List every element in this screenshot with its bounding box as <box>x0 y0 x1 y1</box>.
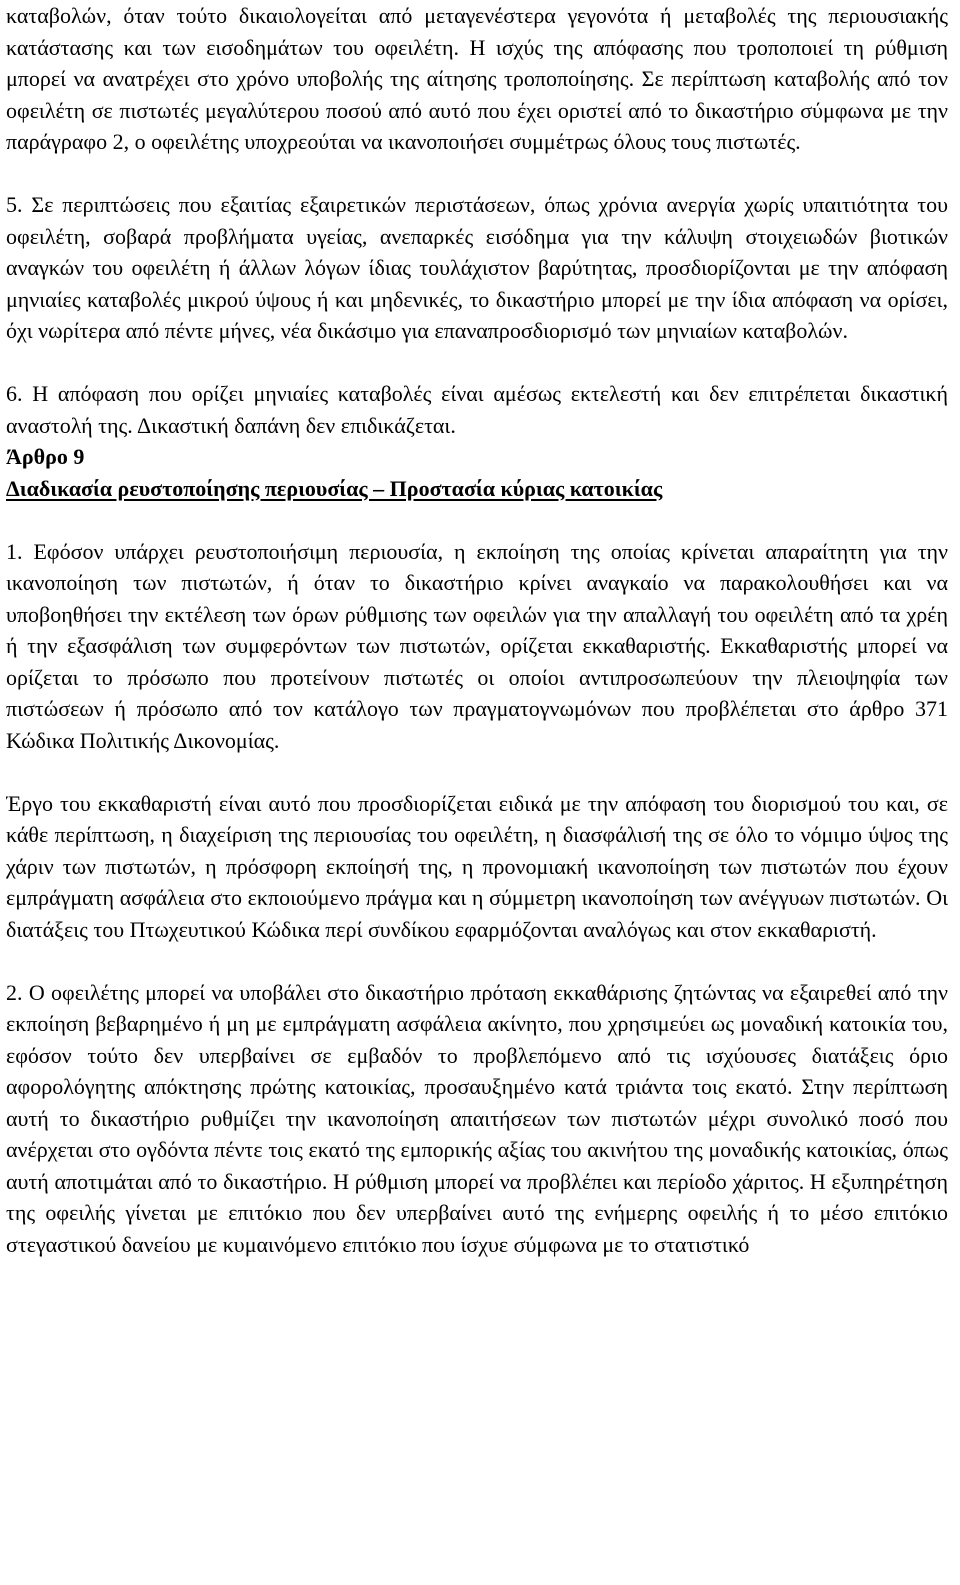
article-subtitle: Διαδικασία ρευστοποίησης περιουσίας – Προστασία κύριας κατοικίας <box>6 475 663 501</box>
paragraph-2: 2. Ο οφειλέτης μπορεί να υποβάλει στο δικαστήριο πρόταση εκκαθάρισης ζητώντας να εξαιρεθεί από την εκποίηση βεβαρημένο ή μη με εμπράγματη ασφάλεια ακίνητο, που χρησιμεύει ως μοναδική κατοικία του, εφόσον τούτο δεν υπερβαίνει σε εμβαδόν το προβλεπόμενο από τις ισχύουσες διατάξεις όριο αφορολόγητης απόκτησης πρώτης κατοικίας, προσαυξημένο κατά τριάντα τοις εκατό. Στην περίπτωση αυτή το δικαστήριο ρυθμίζει την ικανοποίηση απαιτήσεων των πιστωτών μέχρι συνολικό ποσό που ανέρχεται στο ογδόντα πέντε τοις εκατό της εμπορικής αξίας του ακινήτου της μοναδικής κατοικίας, όπως αυτή αποτιμάται από το δικαστήριο. Η ρύθμιση μπορεί να προβλέπει και περίοδο χάριτος. Η εξυπηρέτηση της οφειλής γίνεται με επιτόκιο που δεν υπερβαίνει αυτό της ενήμερης οφειλής ή το μέσο επιτόκιο στεγαστικού δανείου με κυμαινόμενο επιτόκιο που ίσχυε σύμφωνα με το στατιστικό <box>6 979 948 1257</box>
paragraph-1: 1. Εφόσον υπάρχει ρευστοποιήσιμη περιουσία, η εκποίηση της οποίας κρίνεται απαραίτητη για την ικανοποίηση των πιστωτών, ή όταν το δικαστήριο κρίνει αναγκαίο να παρακολουθήσει και να υποβοηθήσει την εκτέλεση των όρων ρύθμισης των οφειλών για την απαλλαγή του οφειλέτη από τα χρέη ή την εξασφάλιση των συμφερόντων των πιστωτών, ορίζεται εκκαθαριστής. Εκκαθαριστής μπορεί να ορίζεται το πρόσωπο που προτείνουν πιστωτές οι οποίοι αντιπροσωπεύουν την πλειοψηφία των πιστώσεων ή πρόσωπο από τον κατάλογο των πραγματογνωμόνων που προβλέπεται στο άρθρο 371 Κώδικα Πολιτικής Δικονομίας. <box>6 538 948 753</box>
document-page <box>6 0 948 1585</box>
article-title: Άρθρο 9 <box>6 444 85 469</box>
paragraph-5: 5. Σε περιπτώσεις που εξαιτίας εξαιρετικών περιστάσεων, όπως χρόνια ανεργία χωρίς υπαιτιότητα του οφειλέτη, σοβαρά προβλήματα υγείας, ανεπαρκές εισόδημα για την κάλυψη στοιχειωδών βιοτικών αναγκών του οφειλέτη ή άλλων λόγων ίδιας τουλάχιστον βαρύτητας, προσδιορίζονται με την απόφαση μηνιαίες καταβολές μικρού ύψους ή και μηδενικές, το δικαστήριο μπορεί με την ίδια απόφαση να ορίσει, όχι νωρίτερα από πέντε μήνες, νέα δικάσιμο για επαναπροσδιορισμό των μηνιαίων καταβολών. <box>6 192 948 343</box>
paragraph-6: 6. Η απόφαση που ορίζει μηνιαίες καταβολές είναι αμέσως εκτελεστή και δεν επιτρέπεται δικαστική αναστολή της. Δικαστική δαπάνη δεν επιδικάζεται. <box>6 381 948 438</box>
paragraph-continuation: καταβολών, όταν τούτο δικαιολογείται από μεταγενέστερα γεγονότα ή μεταβολές της περιουσιακής κατάστασης και των εισοδημάτων του οφειλέτη. Η ισχύς της απόφασης που τροποποιεί τη ρύθμιση μπορεί να ανατρέχει στο χρόνο υποβολής της αίτησης τροποποίησης. Σε περίπτωση καταβολής από τον οφειλέτη σε πιστωτές μεγαλύτερου ποσού από αυτό που έχει οριστεί από το δικαστήριο σύμφωνα με την παράγραφο 2, ο οφειλέτης υποχρεούται να ικανοποιήσει συμμέτρως όλους τους πιστωτές. <box>6 3 948 154</box>
paragraph-liquidator-duties: Έργο του εκκαθαριστή είναι αυτό που προσδιορίζεται ειδικά με την απόφαση του διορισμού του και, σε κάθε περίπτωση, η διαχείριση της περιουσίας του οφειλέτη, η διασφάλισή της σε όλο το νόμιμο ύψος της χάριν των πιστωτών, η πρόσφορη εκποίησή της, η προνομιακή ικανοποίηση των πιστωτών που έχουν εμπράγματη ασφάλεια στο εκποιούμενο πράγμα και η σύμμετρη ικανοποίηση των ανέγγυων πιστωτών. Οι διατάξεις του Πτωχευτικού Κώδικα περί συνδίκου εφαρμόζονται αναλόγως και στον εκκαθαριστή. <box>6 790 948 942</box>
